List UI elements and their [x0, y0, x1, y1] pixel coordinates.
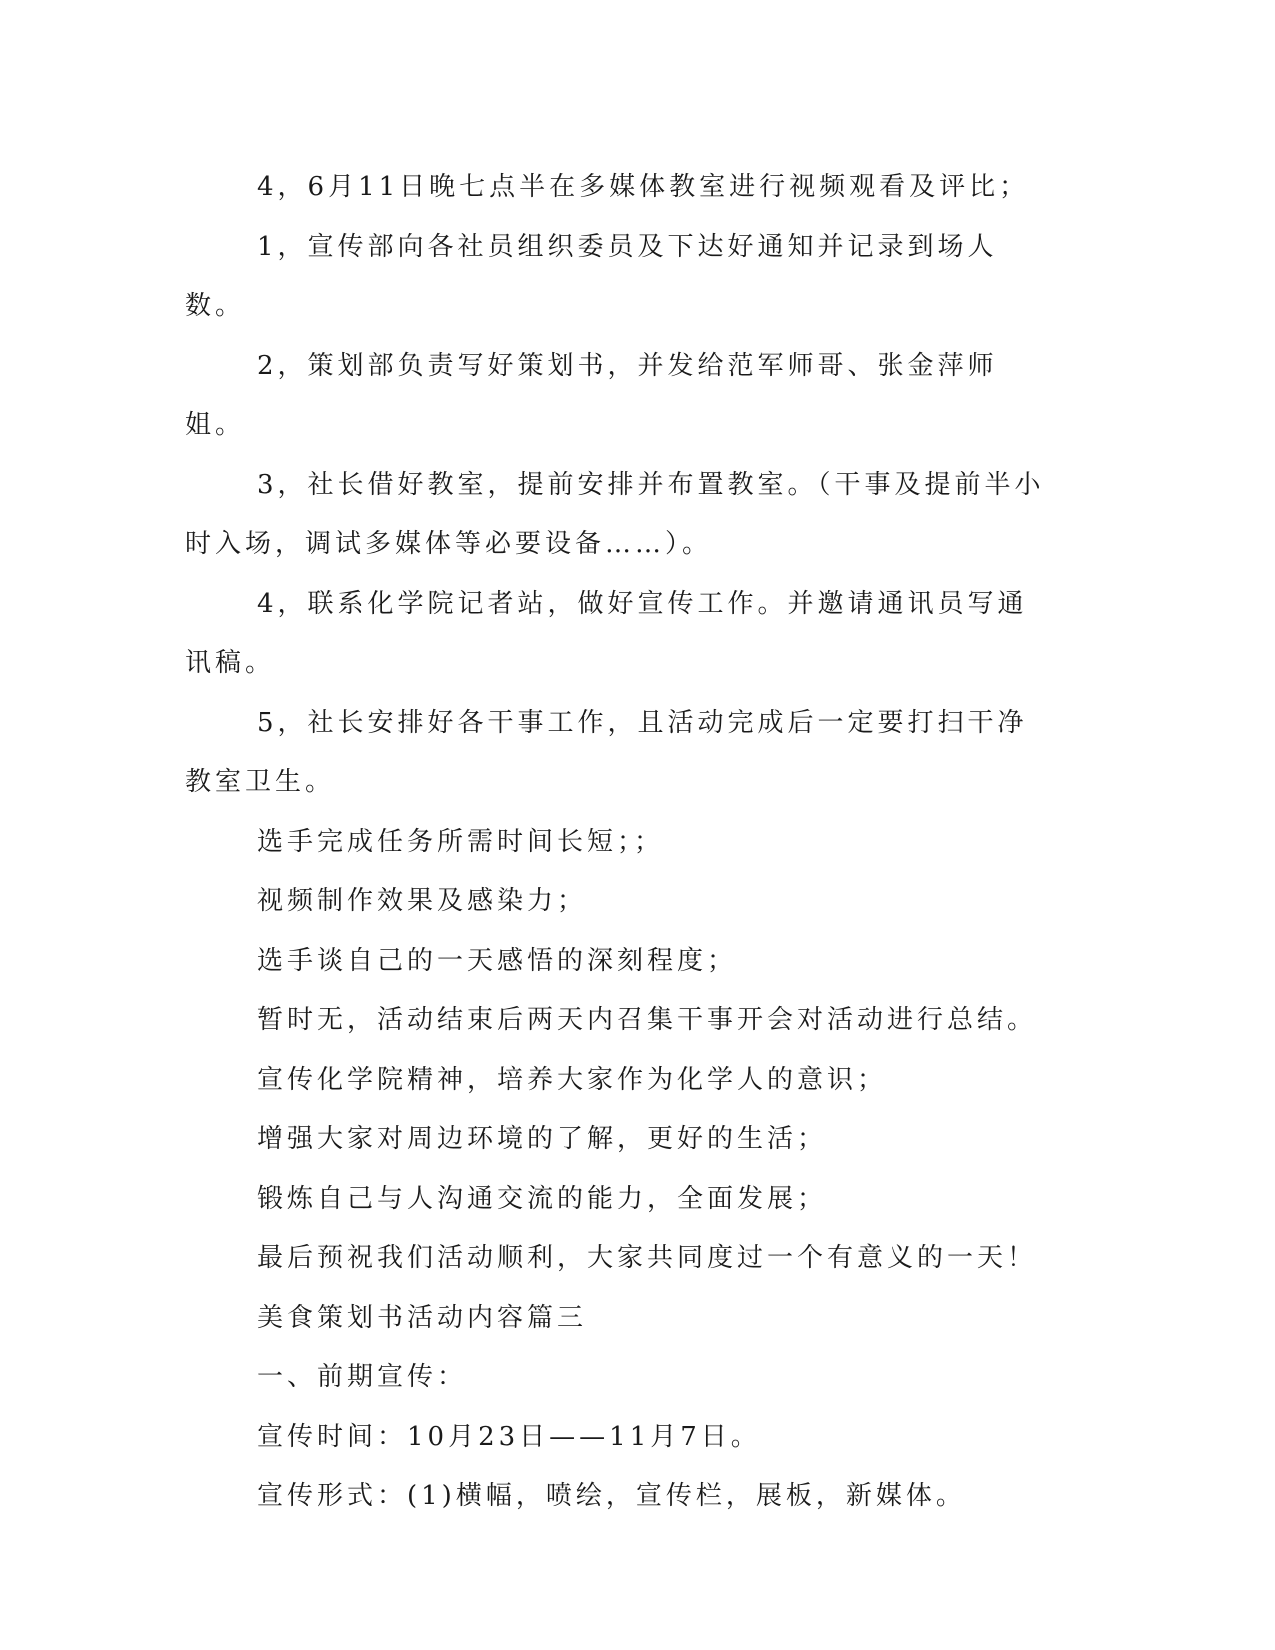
- paragraph-summary-meeting: 暂时无，活动结束后两天内召集干事开会对活动进行总结。: [257, 1005, 1038, 1035]
- paragraph-goal-environment: 增强大家对周边环境的了解，更好的生活；: [257, 1124, 828, 1154]
- paragraph-press-station: 4，联系化学院记者站，做好宣传工作。并邀请通讯员写通讯稿。: [185, 588, 1028, 678]
- section-heading: 美食策划书活动内容篇三: [257, 1302, 588, 1333]
- paragraph-publicity-time: 宣传时间：10月23日——11月7日。: [257, 1421, 761, 1452]
- paragraph-planning-dept: 2，策划部负责写好策划书，并发给范军师哥、张金萍师姐。: [185, 350, 998, 440]
- paragraph-classroom-setup: 3，社长借好教室，提前安排并布置教室。（干事及提前半小时入场，调试多媒体等必要设备……）。: [185, 469, 1045, 559]
- paragraph-criteria-time: 选手完成任务所需时间长短；；: [257, 826, 665, 857]
- paragraph-publicity-notice: 1，宣传部向各社员组织委员及下达好通知并记录到场人数。: [185, 231, 998, 321]
- paragraph-goal-communication: 锻炼自己与人沟通交流的能力，全面发展；: [257, 1183, 828, 1214]
- paragraph-criteria-insight: 选手谈自己的一天感悟的深刻程度；: [257, 945, 738, 976]
- paragraph-cleanup: 5，社长安排好各干事工作，且活动完成后一定要打扫干净教室卫生。: [185, 707, 1028, 797]
- paragraph-goal-spirit: 宣传化学院精神，培养大家作为化学人的意识；: [257, 1064, 888, 1095]
- paragraph-criteria-video: 视频制作效果及感染力；: [257, 886, 588, 916]
- subsection-heading: 一、前期宣传：: [257, 1362, 468, 1392]
- paragraph-closing-wish: 最后预祝我们活动顺利，大家共同度过一个有意义的一天！: [257, 1243, 1038, 1273]
- paragraph-publicity-form: 宣传形式：(1)横幅，喷绘，宣传栏，展板，新媒体。: [257, 1481, 966, 1511]
- paragraph-video-review: 4，6月11日晚七点半在多媒体教室进行视频观看及评比；: [257, 172, 1030, 202]
- document-body: [185, 158, 1055, 1527]
